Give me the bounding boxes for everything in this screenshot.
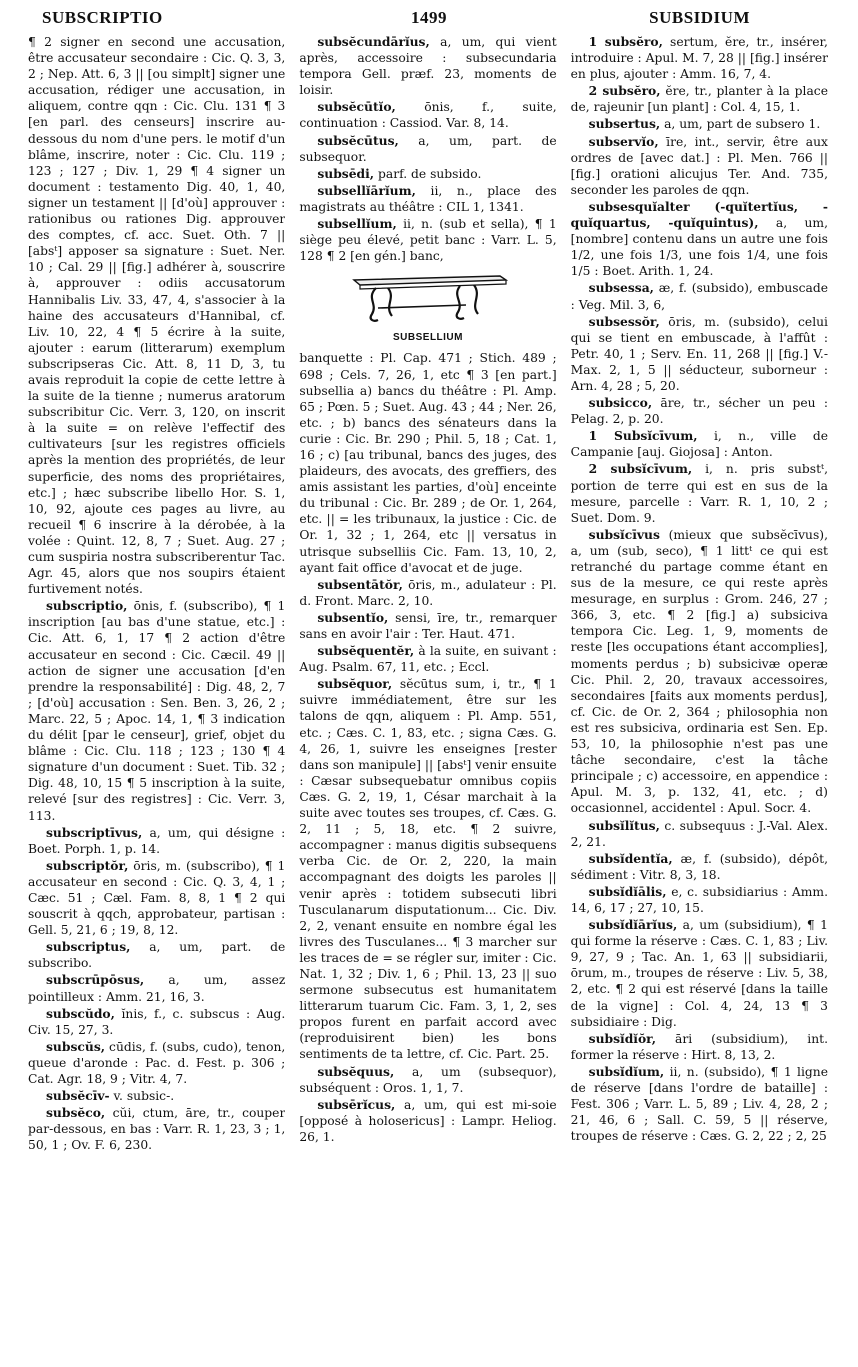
headword: subsicco,: [588, 395, 653, 411]
dictionary-entry: [299, 1064, 556, 1096]
headword: subsēdi,: [317, 165, 375, 181]
headword: subsĭdentĭa,: [588, 850, 673, 866]
entry-text: i, n., ville de Campanie [auj. Giojosa] : Anton.: [570, 429, 828, 460]
dictionary-entry: [571, 395, 828, 427]
bench-drawing-icon: [348, 270, 508, 328]
entry-text: a, um, qui est mi-soie [opposé à holosericus] : Lampr. Heliog. 26, 1.: [299, 1097, 557, 1144]
headword: subservĭo,: [588, 133, 659, 149]
dictionary-entry: [28, 1088, 285, 1104]
headword: subsĕcundārĭus,: [317, 34, 430, 49]
headword: 1 Subsĭcīvum,: [588, 428, 698, 444]
dictionary-entry: [571, 199, 828, 279]
headword: subsentātŏr,: [317, 576, 403, 592]
dictionary-entry: [571, 134, 828, 198]
entry-text: a, um, part. de subscribo.: [28, 940, 286, 971]
dictionary-entry: [571, 83, 828, 115]
entry-text: ii, n., place des magistrats au théâtre : CIL 1, 1341.: [299, 183, 557, 214]
dictionary-entry: [28, 858, 285, 938]
dictionary-entry: [571, 527, 828, 817]
headword: subsĭcīvus: [588, 526, 660, 542]
entry-text: cŭi, ctum, āre, tr., couper par-dessous, en bas : Varr. R. 1, 23, 3 ; 1, 50, 1 ; Ov. F. 6, 230.: [28, 1106, 286, 1153]
entry-text: (mieux que subsĕcīvus), a, um (sub, seco), ¶ 1 littᵗ ce qui est retranché du partage comme étant en sus de la mesure, ce qui reste après mesurage, en surplus : Grom. 246, 27 ; 366, 3, etc. ¶ 2 [fig.] a) subsiciva tempora Cic. Leg. 1, 9, moments de reste [les occupations étant accomplies], moments perdus ; b) subsicivæ operæ Cic. Phil. 2, 20, travaux accessoires, secondaires [faits aux moments perdus], cf. Cic. de Or. 2, 364 ; philosophia non est res subsiciva, ordinaria est Sen. Ep. 53, 10, la philosophie n'est pas une tâche secondaire, c'est la tâche principale ; c) accessoire, en appendice : Apul. M. 3, p. 132, 41, etc. ; d) occasionnel, accidentel : Apul. Socr. 4.: [570, 527, 828, 816]
headword: subsellĭum,: [317, 216, 397, 232]
dictionary-entry: [299, 577, 556, 609]
dictionary-entry: [28, 939, 285, 971]
dictionary-entry: [299, 216, 556, 264]
headword: subsessa,: [588, 280, 654, 296]
entry-text: ōnis, f. (subscribo), ¶ 1 inscription [au bas d'une statue, etc.] : Cic. Att. 6, 1, 17 ¶ 2 action d'être accusateur en second : Cic. Cæcil. 49 || action de signer une accusation [d'en prendre la responsabilité] : Dig. 48, 2, 7 ; [d'où] accusation : Sen. Ben. 3, 26, 2 ; Marc. 22, 5 ; Apoc. 14, 1, ¶ 3 indication du délit [par le censeur], grief, objet du blâme : Cic. Clu. 118 ; 123 ; 130 ¶ 4 signature d'un document : Suet. Tib. 32 ; Dig. 48, 10, 15 ¶ 5 inscription à la suite, relevé [sur des registres] : Cic. Verr. 3, 113.: [28, 599, 286, 823]
column-left: [28, 34, 285, 1363]
entry-text: c. subsequus : J.-Val. Alex. 2, 21.: [570, 818, 828, 849]
headword: subsentĭo,: [317, 609, 389, 625]
dictionary-entry: [28, 972, 285, 1004]
column-right: [571, 34, 828, 1363]
headword: subsertus,: [588, 116, 661, 132]
dictionary-entry: [571, 818, 828, 850]
dictionary-entry: [571, 461, 828, 525]
headword: subscriptio,: [46, 598, 128, 614]
headword: subsērĭcus,: [317, 1096, 396, 1112]
entry-text: a, um, [nombre] contenu dans un autre une fois 1/2, une fois 1/3, une fois 1/4, une fois 1/5 : Boet. Arith. 1, 24.: [570, 216, 828, 279]
entry-text: āre, tr., sécher un peu : Pelag. 2, p. 20.: [570, 396, 828, 427]
headword: subsĕcūtĭo,: [317, 99, 396, 115]
entry-text: āri (subsidium), int. former la réserve : Hirt. 8, 13, 2.: [570, 1031, 828, 1062]
entry-text: ōris, m., adulateur : Pl. d. Front. Marc. 2, 10.: [299, 577, 557, 608]
headword: subsĭdĭŏr,: [588, 1030, 657, 1046]
subsellium-illustration: [299, 270, 556, 346]
dictionary-entry: [571, 34, 828, 82]
dictionary-entry: [28, 825, 285, 857]
dictionary-entry: [28, 34, 285, 597]
headword: subscŭs,: [46, 1038, 106, 1054]
entry-text: æ, f. (subsido), dépôt, sédiment : Vitr. 8, 3, 18.: [570, 851, 828, 882]
dictionary-entry: [571, 1031, 828, 1063]
headword: subsĕquor,: [317, 676, 393, 692]
headword: subsĕco,: [46, 1105, 106, 1121]
dictionary-entry: [28, 1006, 285, 1038]
headword: subscŭdo,: [46, 1005, 115, 1021]
entry-text: ĭnis, f., c. subscus : Aug. Civ. 15, 27, 3.: [28, 1006, 286, 1037]
entry-text: ōris, m. (subsido), celui qui se tient en embuscade, à l'affût : Petr. 40, 1 ; Serv. En. 11, 268 || [fig.] V.-Max. 2, 1, 5 || séducteur, suborneur : Arn. 4, 28 ; 5, 20.: [570, 314, 828, 393]
page-number: 1499: [411, 8, 447, 27]
dictionary-entry: [299, 99, 556, 131]
entry-text: ¶ 2 signer en second une accusation, être accusateur secondaire : Cic. Q. 3, 3, 2 ; Nep. Att. 6, 3 || [ou simplt] signer une accusation, rédiger une accusation, in aliquem, contre qqn : Cic. Clu. 131 ¶ 3 [en parl. des censeurs] inscrire au-dessous du nom d'une pers. le motif d'un blâme, inscrire, noter : Cic. Clu. 119 ; 123 ; 127 ; Div. 1, 29 ¶ 4 signer un document : testamento Dig. 40, 1, 40, signer un testament || [d'où] approuver : rationibus ou rationes Dig. approuver des comptes, cf. acc. Suet. Oth. 7 || [absᵗ] apposer sa signature : Suet. Ner. 10 ; Cal. 29 || [fig.] adhérer à, souscrire à, approuver : odiis accusatorum Hannibalis Liv. 33, 47, 4, s'associer à la haine des accusateurs d'Hannibal, cf. Liv. 10, 22, 4 ¶ 5 écrire à la suite, ajouter : earum (litterarum) exemplum subscripseras Cic. Att. 8, 11 D, 3, tu avais reproduit la copie de cette lettre à la suite de la tienne ; numerus aratorum subscribitur Cic. Verr. 3, 120, on inscrit à la suite = on relève l'effectif des cultivateurs [sur les registres officiels après la mention des propriétés, de leur superficie, des noms des propriétaires, etc.] ; hæc subscribe libello Hor. S. 1, 10, 92, ajoute ces pages au livre, au recueil ¶ 6 inscrire à la dérobée, à la volée : Quint. 12, 8, 7 ; Suet. Aug. 27 ; cum suspiria nostra subscriberentur Tac. Agr. 45, alors que nos soupirs étaient furtivement notés.: [28, 35, 286, 597]
dictionary-entry: [299, 610, 556, 642]
headword: subsĭdĭārĭus,: [588, 917, 678, 933]
headword: subsĕquentĕr,: [317, 643, 415, 659]
headword: 1 subsĕro,: [588, 34, 663, 49]
headword: subsĕcīv-: [46, 1088, 110, 1104]
entry-text: cūdis, f. (subs, cudo), tenon, queue d'aronde : Pac. d. Fest. p. 306 ; Cat. Agr. 18, 9 ; Vitr. 4, 7.: [28, 1039, 286, 1086]
dictionary-entry: [299, 676, 556, 1062]
headword: subsĕcūtus,: [317, 132, 399, 148]
entry-text: ōris, m. (subscribo), ¶ 1 accusateur en second : Cic. Q. 3, 4, 1 ; Cæc. 51 ; Cæl. Fam. 8, 8, 1 ¶ 2 qui souscrit à qqch, approbateur, partisan : Gell. 5, 21, 6 ; 19, 8, 12.: [28, 858, 286, 938]
entry-text: banquette : Pl. Cap. 471 ; Stich. 489 ; 698 ; Cels. 7, 26, 1, etc ¶ 3 [en part.] subsellia a) bancs du théâtre : Pl. Amp. 65 ; Pœn. 5 ; Suet. Aug. 43 ; 44 ; Ner. 26, etc. ; b) bancs des sénateurs dans la curie : Cic. Br. 290 ; Phil. 5, 18 ; Cat. 1, 16 ; c) [au tribunal, bancs des juges, des plaideurs, des avocats, des greffiers, des amis assistant les parties, d'où] enceinte du tribunal : Cic. Br. 289 ; de Or. 1, 264, etc. || = les tribunaux, la justice : Cic. de Or. 1, 32 ; 1, 264, etc || versatus in utrisque subselliis Cic. Fam. 13, 10, 2, ayant fait office d'avocat et de juge.: [299, 351, 557, 575]
headword: subscriptus,: [46, 939, 131, 955]
headword: subsĭlĭtus,: [588, 817, 660, 833]
headword: subsĕquus,: [317, 1063, 395, 1079]
entry-text: a, um (subsidium), ¶ 1 qui forme la réserve : Cæs. C. 1, 83 ; Liv. 9, 27, 9 ; Tac. An. 1, 63 || subsidiarii, ōrum, m., troupes de réserve : Liv. 5, 38, 2, etc. ¶ 2 qui est réservé [dans la taille de la vigne] : Col. 4, 24, 13 ¶ 3 subsidiaire : Dig.: [570, 918, 828, 1029]
headword: subscrūpōsus,: [46, 972, 145, 988]
entry-text: a, um, part de subsero 1.: [660, 117, 821, 132]
headword: subsĭdĭum,: [588, 1063, 665, 1079]
running-head-right: SUBSIDIUM: [649, 8, 750, 27]
entry-text: sĕcūtus sum, i, tr., ¶ 1 suivre immédiatement, être sur les talons de qqn, aliquem : Pl. Amp. 551, etc. ; Cæs. C. 1, 83, etc. ; signa Cæs. G. 4, 26, 1, suivre les enseignes [rester dans son manipule] || [absᵗ] venir ensuite : Cæsar subsequebatur omnibus copiis Cæs. G. 2, 19, 1, César marchait à la suite avec toutes ses troupes, cf. Cæs. G. 2, 11 ; 5, 18, etc. ¶ 2 suivre, accompagner : manus digitis subsequens verba Cic. de Or. 2, 220, la main accompagnant des doigts les paroles || venir après : totidem subsecuti libri Tusculanarum disputationum... Cic. Div. 2, 2, venant ensuite en nombre égal les livres des Tusculanes... ¶ 3 marcher sur les traces de = se régler sur, imiter : Cic. Nat. 1, 32 ; Div. 1, 6 ; Phil. 13, 23 || suo sermone subsecutus est humanitatem litterarum tuarum Cic. Fam. 3, 1, 2, ses propos furent en parfait accord avec (reproduisirent bien) les bons sentiments de ta lettre, cf. Cic. Part. 25.: [299, 677, 557, 1062]
dictionary-entry: [571, 428, 828, 460]
headword: subsessŏr,: [588, 313, 660, 329]
dictionary-entry: [299, 166, 556, 182]
column-middle: [299, 34, 556, 1363]
entry-text: e, c. subsidiarius : Amm. 14, 6, 17 ; 27, 10, 15.: [570, 884, 828, 915]
dictionary-entry: [299, 133, 556, 165]
entry-text: īre, int., servir, être aux ordres de [avec dat.] : Pl. Men. 766 || [fig.] orationi alicujus Ter. And. 735, seconder les paroles de qqn.: [570, 134, 828, 197]
entry-text: a, um, qui désigne : Boet. Porph. 1, p. 14.: [28, 825, 286, 856]
figure-caption: SUBSELLIUM: [392, 332, 463, 344]
dictionary-entry: [299, 1097, 556, 1145]
dictionary-entry: [571, 851, 828, 883]
entry-text: ĕre, tr., planter à la place de, rajeunir [un plant] : Col. 4, 15, 1.: [570, 84, 828, 115]
dictionary-entry: [28, 1105, 285, 1153]
dictionary-entry: [571, 314, 828, 394]
dictionary-columns: [28, 34, 828, 1363]
dictionary-entry: [571, 884, 828, 916]
entry-text: parf. de subsido.: [374, 166, 482, 181]
headword: subsĭdĭālis,: [588, 883, 667, 899]
entry-text: sertum, ĕre, tr., insérer, introduire : Apul. M. 7, 28 || [fig.] insérer en plus, ajouter : Amm. 16, 7, 4.: [570, 35, 828, 82]
headword: 2 subsĭcīvum,: [588, 461, 693, 477]
dictionary-entry: [571, 116, 828, 132]
dictionary-entry: [28, 1039, 285, 1087]
headword: subscriptīvus,: [46, 824, 143, 840]
entry-text: a, um (subsequor), subséquent : Oros. 1, 1, 7.: [299, 1064, 557, 1095]
dictionary-entry: [571, 1064, 828, 1144]
dictionary-entry: [299, 350, 556, 575]
dictionary-entry: [299, 183, 556, 215]
entry-text: a, um, assez pointilleux : Amm. 21, 16, 3.: [28, 973, 286, 1004]
dictionary-entry: [28, 598, 285, 823]
entry-text: ii, n. (sub et sella), ¶ 1 siège peu élevé, petit banc : Varr. L. 5, 128 ¶ 2 [en gén.] banc,: [299, 217, 557, 264]
entry-text: æ, f. (subsido), embuscade : Veg. Mil. 3, 6,: [570, 281, 828, 312]
entry-text: v. subsic-.: [109, 1089, 175, 1104]
page-header: [0, 0, 858, 34]
entry-text: ōnis, f., suite, continuation : Cassiod. Var. 8, 14.: [299, 100, 557, 131]
entry-text: a, um, qui vient après, accessoire : subsecundaria tempora Gell. præf. 23, moments de loisir.: [299, 35, 557, 98]
headword: subsellĭārĭum,: [317, 182, 416, 198]
entry-text: à la suite, en suivant : Aug. Psalm. 67, 11, etc. ; Eccl.: [299, 644, 557, 675]
headword: 2 subsĕro,: [588, 83, 661, 99]
headword: subsesquĭalter (-quĭtertĭus, -quĭquartus, -quĭquintus),: [570, 198, 828, 231]
dictionary-entry: [571, 917, 828, 1030]
entry-text: i, n. pris substᵗ, portion de terre qui est en sus de la mesure, parcelle : Varr. R. 1, 10, 2 ; Suet. Dom. 9.: [570, 462, 828, 525]
running-head-left: SUBSCRIPTIO: [42, 8, 163, 27]
dictionary-entry: [299, 34, 556, 98]
headword: subscriptŏr,: [46, 857, 129, 873]
dictionary-entry: [299, 643, 556, 675]
entry-text: a, um, part. de subsequor.: [299, 133, 557, 164]
dictionary-entry: [571, 280, 828, 312]
entry-text: ii, n. (subsido), ¶ 1 ligne de réserve [dans l'ordre de bataille] : Fest. 306 ; Varr. L. 5, 89 ; Liv. 4, 28, 2 ; 21, 46, 6 ; Sall. C. 59, 5 || réserve, troupes de réserve : Cæs. G. 2, 22 ; 2, 25: [570, 1064, 828, 1144]
entry-text: sensi, īre, tr., remarquer sans en avoir l'air : Ter. Haut. 471.: [299, 610, 557, 641]
